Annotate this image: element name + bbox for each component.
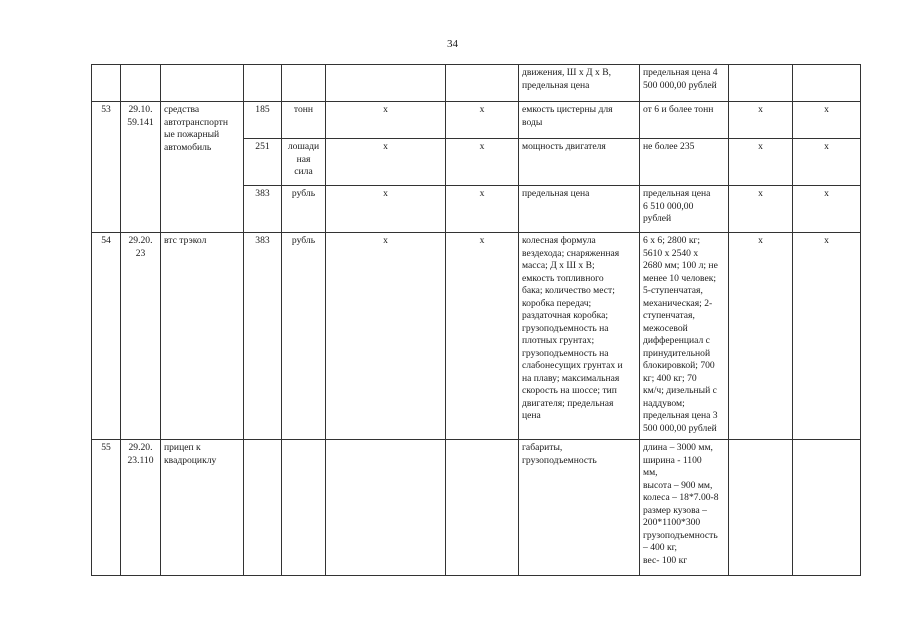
table-row [92, 102, 861, 139]
item-name: средства автотранспортн ые пожарный автомобиль [161, 102, 244, 233]
table-row [92, 65, 861, 102]
x-mark: x [446, 186, 519, 233]
okpd-code: 29.10. 59.141 [121, 102, 161, 233]
okei-code: 383 [244, 186, 282, 233]
x-mark: x [793, 102, 861, 139]
okei-code: 383 [244, 233, 282, 440]
x-mark: x [729, 233, 793, 440]
item-name: прицеп к квадроциклу [161, 440, 244, 576]
table-row [92, 233, 861, 440]
characteristic-cell: колесная формула вездехода; снаряженная масса; Д х Ш х В; емкость топливного бака; количество мест; коробка передач; раздаточная коробка; грузоподъемность на плотных грунтах; грузоподъемность на слабонесущих грунтах и на плаву; максимальная скорость на шоссе; тип двигателя; предельная цена [519, 233, 640, 440]
value-cell: не более 235 [640, 139, 729, 186]
unit-name: лошади ная сила [282, 139, 326, 186]
characteristic-cell: движения, Ш х Д х В, предельная цена [519, 65, 640, 102]
x-mark: x [446, 102, 519, 139]
characteristic-cell: предельная цена [519, 186, 640, 233]
x-mark: x [793, 186, 861, 233]
x-mark: x [729, 186, 793, 233]
row-number: 54 [92, 233, 121, 440]
value-cell: предельная цена 6 510 000,00 рублей [640, 186, 729, 233]
x-mark: x [326, 186, 446, 233]
okei-code: 251 [244, 139, 282, 186]
characteristic-cell: емкость цистерны для воды [519, 102, 640, 139]
value-cell: от 6 и более тонн [640, 102, 729, 139]
x-mark: x [793, 139, 861, 186]
x-mark: x [446, 139, 519, 186]
value-cell: 6 х 6; 2800 кг; 5610 х 2540 х 2680 мм; 100 л; не менее 10 человек; 5-ступенчатая, механическая; 2- ступенчатая, межосевой дифференциал с принудительной блокировкой; 700 кг; 400 кг; 70 км/ч; дизельный с наддувом; предельная цена 3 500 000,00 рублей [640, 233, 729, 440]
unit-name: рубль [282, 233, 326, 440]
characteristic-cell: габариты, грузоподъемность [519, 440, 640, 576]
okpd-code: 29.20. 23.110 [121, 440, 161, 576]
unit-name: тонн [282, 102, 326, 139]
unit-name: рубль [282, 186, 326, 233]
item-name: втс трэкол [161, 233, 244, 440]
specification-table [91, 64, 861, 576]
table-row [92, 440, 861, 576]
row-number: 53 [92, 102, 121, 233]
x-mark: x [326, 233, 446, 440]
okei-code: 185 [244, 102, 282, 139]
x-mark: x [326, 139, 446, 186]
x-mark: x [729, 139, 793, 186]
value-cell: предельная цена 4 500 000,00 рублей [640, 65, 729, 102]
x-mark: x [729, 102, 793, 139]
value-cell: длина – 3000 мм, ширина - 1100 мм, высота – 900 мм, колеса – 18*7.00-8 размер кузова – 200*1100*300 грузоподъемность – 400 кг, вес- 100 кг [640, 440, 729, 576]
x-mark: x [793, 233, 861, 440]
row-number: 55 [92, 440, 121, 576]
okpd-code: 29.20. 23 [121, 233, 161, 440]
characteristic-cell: мощность двигателя [519, 139, 640, 186]
page-number: 34 [447, 38, 458, 50]
x-mark: x [326, 102, 446, 139]
x-mark: x [446, 233, 519, 440]
